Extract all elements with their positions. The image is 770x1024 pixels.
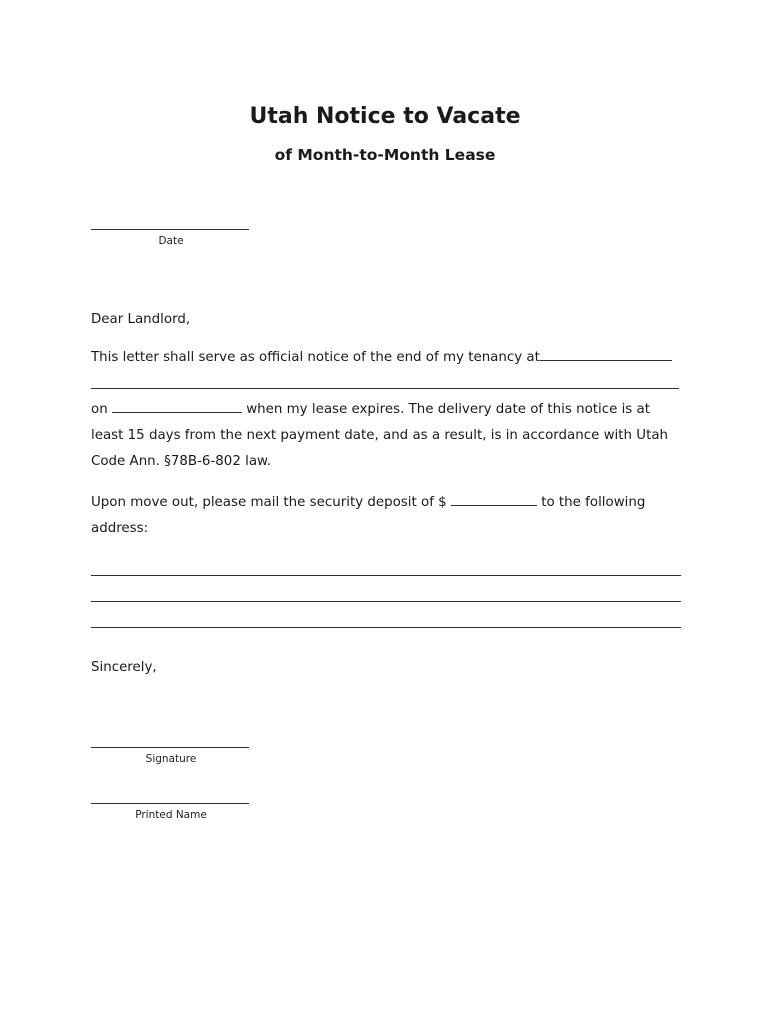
salutation: Dear Landlord,	[91, 312, 191, 327]
signature-block	[91, 746, 251, 765]
date-blank-line[interactable]	[91, 228, 249, 230]
mailing-address-line-1[interactable]	[91, 574, 681, 576]
document-subtitle: of Month-to-Month Lease	[274, 146, 496, 164]
document-title: Utah Notice to Vacate	[249, 104, 521, 129]
deposit-line-2: address:	[91, 521, 149, 536]
tenancy-text: This letter shall serve as official notice of the end of my tenancy at	[91, 350, 540, 365]
tenancy-line-5: Code Ann. §78B-6-802 law.	[91, 454, 272, 469]
date-caption: Date	[158, 235, 184, 247]
address-blank-line-2[interactable]	[91, 387, 679, 389]
signature-blank-line[interactable]	[91, 746, 249, 748]
following-text: to the following	[541, 495, 646, 510]
expires-text: when my lease expires. The delivery date of this notice is at	[246, 402, 650, 417]
deposit-text: Upon move out, please mail the security deposit of $	[91, 495, 447, 510]
tenancy-line-3	[91, 397, 683, 423]
printed-name-blank-line[interactable]	[91, 802, 249, 804]
on-text: on	[91, 402, 108, 417]
deposit-line-1	[91, 490, 683, 516]
deposit-amount-blank[interactable]	[451, 490, 537, 506]
end-date-blank[interactable]	[112, 397, 242, 413]
tenancy-line-1	[91, 345, 683, 371]
address-blank[interactable]	[540, 345, 672, 361]
date-block	[91, 228, 251, 247]
printed-name-caption: Printed Name	[135, 809, 207, 821]
closing: Sincerely,	[91, 660, 157, 675]
printed-name-block	[91, 802, 251, 821]
signature-caption: Signature	[145, 753, 197, 765]
mailing-address-line-3[interactable]	[91, 626, 681, 628]
mailing-address-line-2[interactable]	[91, 600, 681, 602]
tenancy-line-4: least 15 days from the next payment date, and as a result, is in accordance with Utah	[91, 428, 669, 443]
